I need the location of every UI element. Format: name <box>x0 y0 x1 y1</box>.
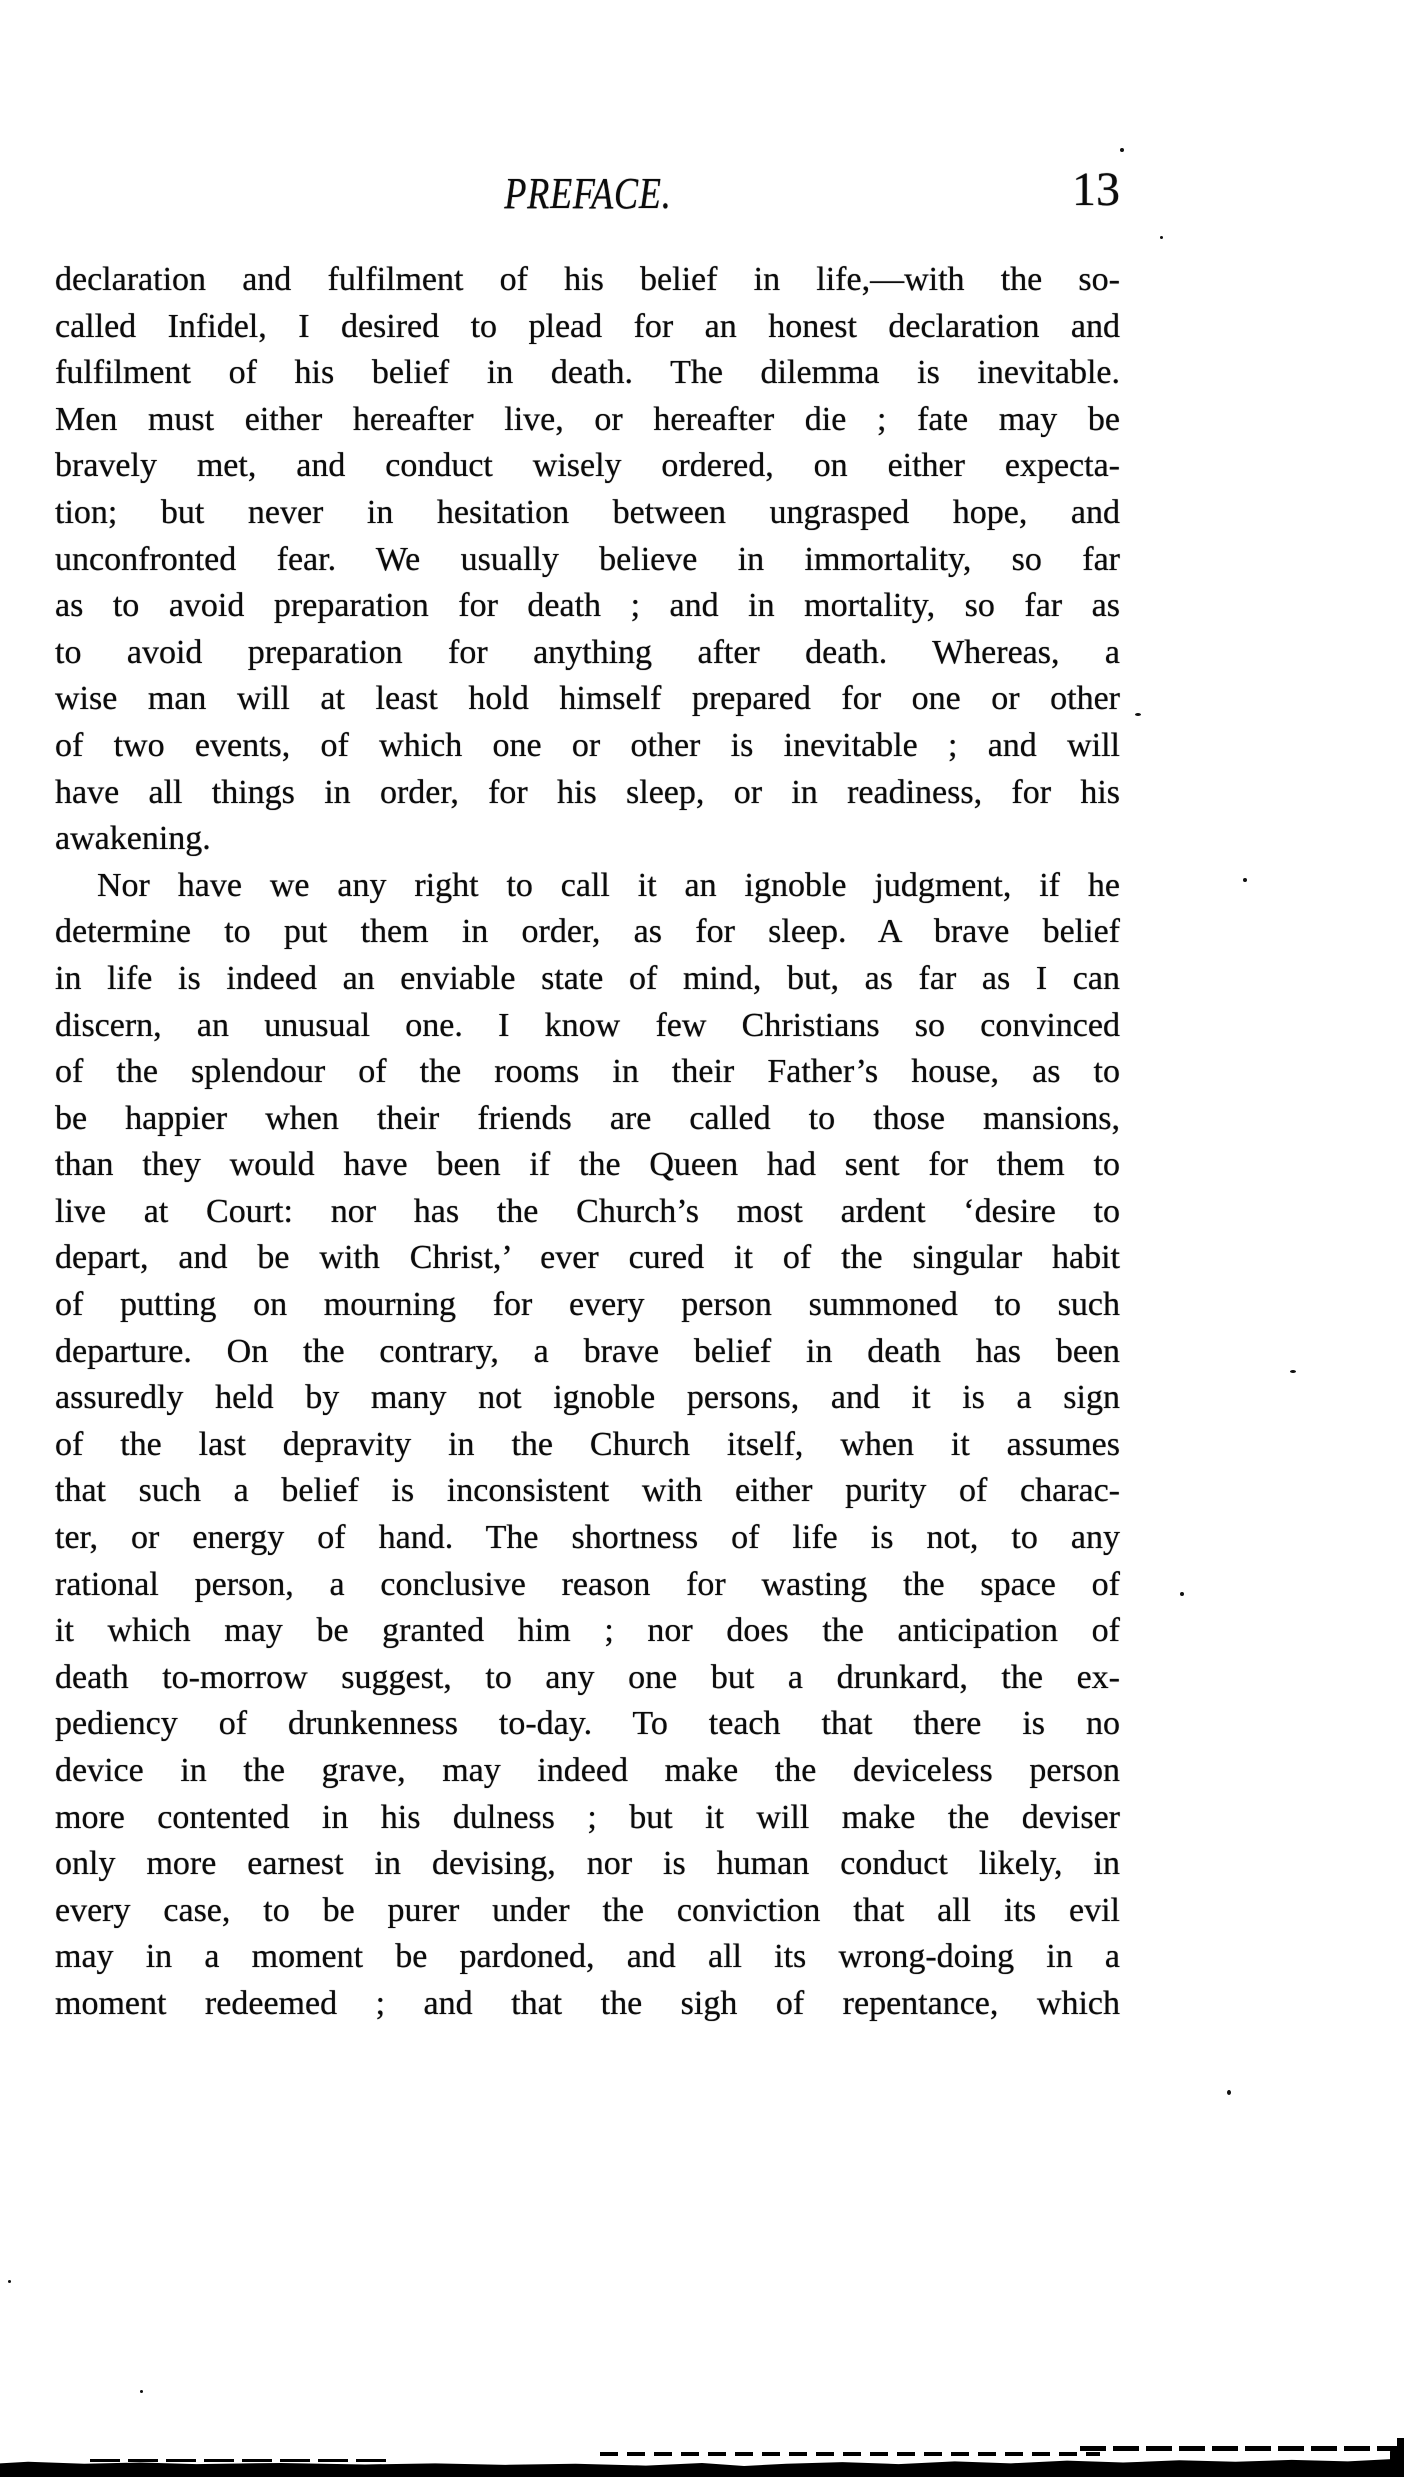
text-line: pediency of drunkenness to-day. To teach that there is no <box>55 1705 1120 1743</box>
text-line: Men must either hereafter live, or hereafter die ; fate may be <box>55 400 1120 438</box>
scan-speck <box>1227 2090 1231 2095</box>
text-line: moment redeemed ; and that the sigh of repentance, which <box>55 1984 1120 2022</box>
text-line: ter, or energy of hand. The shortness of life is not, to any <box>55 1519 1120 1557</box>
page-header <box>55 163 1120 218</box>
text-line: declaration and fulfilment of his belief in life,—with the so- <box>55 261 1120 298</box>
running-title-text: PREFACE. <box>503 169 672 218</box>
scanner-edge-corner <box>1390 2448 1404 2477</box>
scan-speck <box>1243 878 1247 882</box>
body-text <box>55 257 1120 2028</box>
scan-speck <box>1290 1370 1296 1373</box>
text-line: called Infidel, I desired to plead for an honest declaration and <box>55 307 1120 345</box>
text-line: only more earnest in devising, nor is human conduct likely, in <box>55 1845 1120 1883</box>
text-line: assuredly held by many not ignoble persons, and it is a sign <box>55 1379 1120 1417</box>
scan-speck <box>1160 236 1163 239</box>
text-line: device in the grave, may indeed make the deviceless person <box>55 1752 1120 1789</box>
running-title <box>55 168 1120 219</box>
text-line: it which may be granted him ; nor does the anticipation of <box>55 1612 1120 1650</box>
text-line: be happier when their friends are called to those mansions, <box>55 1099 1120 1137</box>
text-line: rational person, a conclusive reason for wasting the space of <box>55 1565 1120 1603</box>
text-line: of the splendour of the rooms in their Father’s house, as to <box>55 1053 1120 1091</box>
scan-speck <box>1135 713 1141 716</box>
text-line: awakening. <box>55 820 211 858</box>
text-line: determine to put them in order, as for sleep. A brave belief <box>55 913 1120 951</box>
page-number: 13 <box>1072 163 1120 216</box>
scanner-edge-streak <box>90 2459 390 2462</box>
text-line: may in a moment be pardoned, and all its wrong-doing in a <box>55 1938 1120 1976</box>
text-line: fulfilment of his belief in death. The dilemma is inevitable. <box>55 354 1120 392</box>
text-line: wise man will at least hold himself prepared for one or other <box>55 680 1120 718</box>
text-line: that such a belief is inconsistent with either purity of charac- <box>55 1472 1120 1510</box>
text-line: have all things in order, for his sleep, or in readiness, for his <box>55 773 1120 811</box>
text-line: discern, an unusual one. I know few Christians so convinced <box>55 1006 1120 1044</box>
scan-speck <box>8 2280 11 2283</box>
text-line: than they would have been if the Queen had sent for them to <box>55 1146 1120 1184</box>
text-line: unconfronted fear. We usually believe in immortality, so far <box>55 540 1120 578</box>
scan-speck <box>1180 1592 1184 1596</box>
text-line: more contented in his dulness ; but it will make the deviser <box>55 1798 1120 1836</box>
text-line: of two events, of which one or other is inevitable ; and will <box>55 726 1120 764</box>
text-line: of putting on mourning for every person summoned to such <box>55 1286 1120 1324</box>
text-line: every case, to be purer under the conviction that all its evil <box>55 1891 1120 1929</box>
text-line: departure. On the contrary, a brave belief in death has been <box>55 1332 1120 1370</box>
text-line: death to-morrow suggest, to any one but a drunkard, the ex- <box>55 1658 1120 1696</box>
text-line: tion; but never in hesitation between ungrasped hope, and <box>55 493 1120 531</box>
scanner-edge-streak <box>1080 2446 1404 2451</box>
text-line: to avoid preparation for anything after death. Whereas, a <box>55 633 1120 671</box>
text-line: Nor have we any right to call it an ignoble judgment, if he <box>97 866 1120 904</box>
text-line: as to avoid preparation for death ; and in mortality, so far as <box>55 587 1120 625</box>
text-line: bravely met, and conduct wisely ordered, on either expecta- <box>55 447 1120 485</box>
text-line: in life is indeed an enviable state of mind, but, as far as I can <box>55 959 1120 997</box>
scan-speck <box>140 2390 143 2393</box>
scanner-edge-streak <box>600 2452 1100 2456</box>
text-line: live at Court: nor has the Church’s most ardent ‘desire to <box>55 1192 1120 1230</box>
text-line: depart, and be with Christ,’ ever cured it of the singular habit <box>55 1239 1120 1277</box>
scan-speck <box>1120 148 1124 152</box>
text-line: of the last depravity in the Church itself, when it assumes <box>55 1425 1120 1463</box>
